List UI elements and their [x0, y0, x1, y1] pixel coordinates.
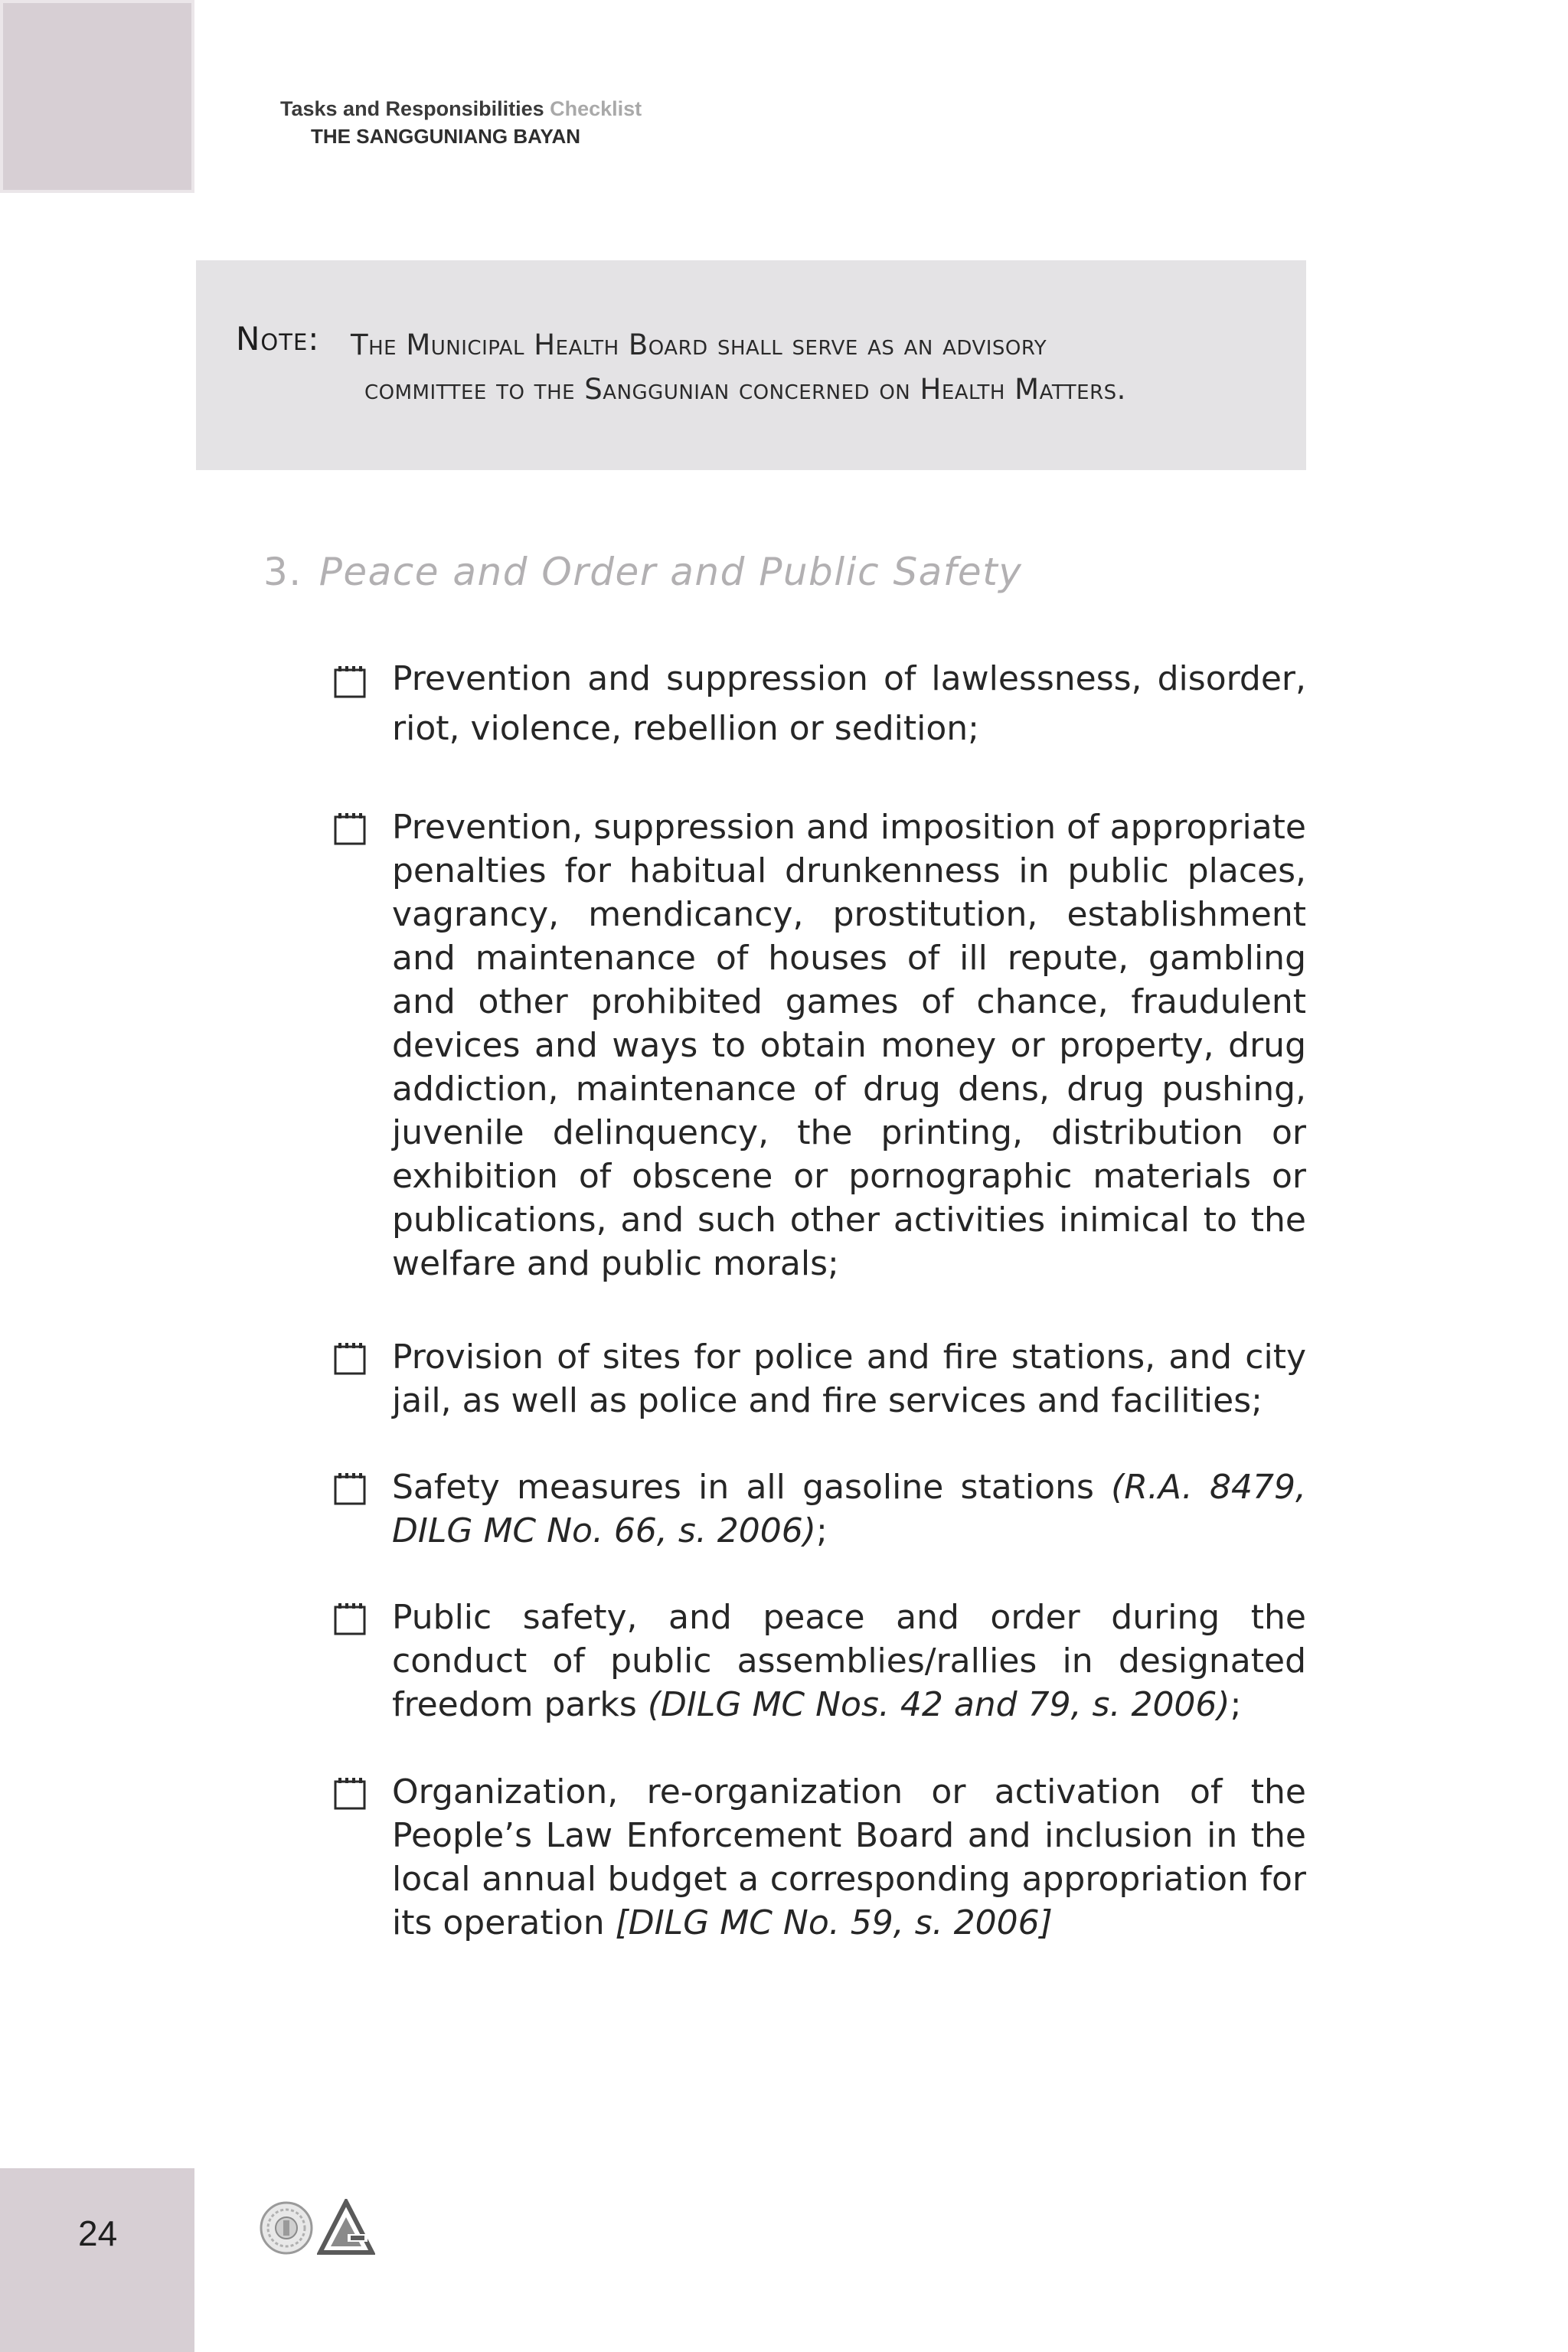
checkbox-icon[interactable]: [334, 1473, 366, 1505]
checklist-item-text: Public safety, and peace and order during the conduct of public assemblies/rallies in designated freedom parks (DILG MC Nos. 42 and 79, s. 2006);: [392, 1598, 1306, 1724]
triangle-logo-icon: [317, 2199, 375, 2256]
checkbox-icon[interactable]: [334, 1603, 366, 1635]
checklist-item-text: Organization, re-organization or activation of the People’s Law Enforcement Board and inclusion in the local annual budget a corresponding appropriation for its operation [DILG MC No. 59, s. 2006]: [392, 1772, 1306, 1942]
note-box: [196, 260, 1306, 470]
header-title: [280, 95, 642, 122]
header-title-light: Checklist: [550, 97, 642, 120]
header-subtitle: THE SANGGUNIANG BAYAN: [311, 125, 581, 148]
section-title: Peace and Order and Public Safety: [318, 550, 1023, 594]
checkbox-icon[interactable]: [334, 1343, 366, 1375]
checklist-item-text: Safety measures in all gasoline stations (R.A. 8479, DILG MC No. 66, s. 2006);: [392, 1468, 1307, 1550]
note-text: [351, 323, 1269, 412]
header-title-bold: Tasks and Responsibilities: [280, 97, 544, 120]
corner-block-bottom: [0, 2168, 194, 2352]
checklist-item-text: Prevention and suppression of lawlessness, disorder, riot, violence, rebellion or sedition;: [392, 659, 1306, 748]
note-line-1: The Municipal Health Board shall serve as an advisory: [351, 328, 1047, 361]
note-line-2: committee to the Sanggunian concerned on Health Matters.: [364, 373, 1126, 406]
section-number: 3.: [263, 550, 302, 594]
checkbox-icon[interactable]: [334, 813, 366, 845]
corner-block-top: [0, 0, 194, 193]
checklist-item-text: Provision of sites for police and fire stations, and city jail, as well as police and fire services and facilities;: [392, 1338, 1306, 1420]
seal-logo-icon: [259, 2200, 314, 2256]
running-header: [280, 95, 642, 150]
checkbox-icon[interactable]: [334, 666, 366, 698]
section-heading: [263, 550, 1022, 594]
page-number: 24: [78, 2213, 118, 2253]
checklist-item-text: Prevention, suppression and imposition of appropriate penalties for habitual drunkenness in public places, vagrancy, mendicancy, prostitution, establishment and maintenance of houses of ill repute, gambling and other prohibited games of chance, fraudulent devices and ways to obtain money or property, drug addiction, maintenance of drug dens, drug pushing, juvenile delinquency, the printing, distribution or exhibition of obscene or pornographic materials or publications, and such other activities inimical to the welfare and public morals;: [392, 808, 1306, 1283]
checkbox-icon[interactable]: [334, 1778, 366, 1810]
note-label: Note:: [236, 320, 320, 358]
